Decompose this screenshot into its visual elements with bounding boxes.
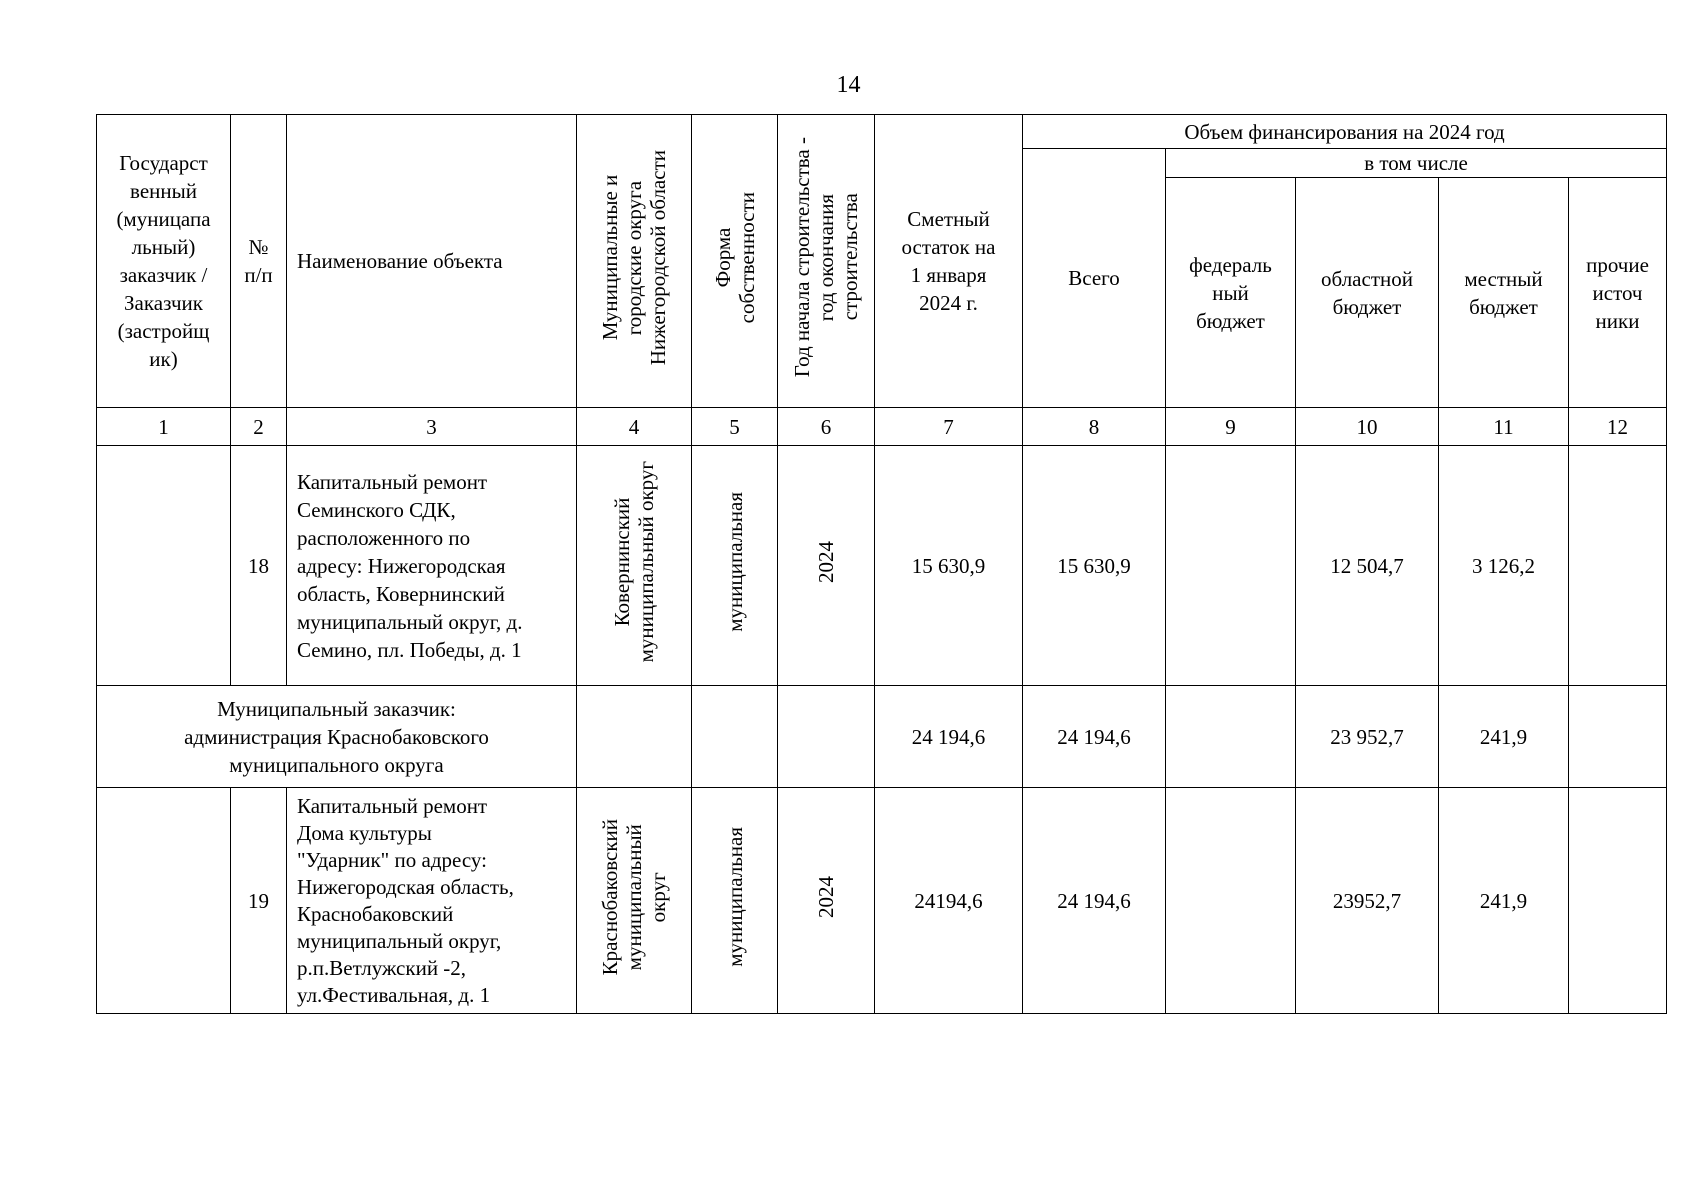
column-number: 7 xyxy=(875,408,1023,446)
header-object-name: Наименование объекта xyxy=(287,115,577,408)
row-estimated: 24194,6 xyxy=(875,788,1023,1014)
header-other: прочие источ ники xyxy=(1569,178,1667,408)
row-federal xyxy=(1166,788,1296,1014)
row-estimated: 15 630,9 xyxy=(875,446,1023,686)
row-other xyxy=(1569,446,1667,686)
column-number: 10 xyxy=(1296,408,1439,446)
row-federal xyxy=(1166,446,1296,686)
header-years-text: Год начала строительства - год окончания строительства xyxy=(790,137,862,378)
customer-row-other xyxy=(1569,686,1667,788)
column-number: 9 xyxy=(1166,408,1296,446)
row-year xyxy=(778,788,875,1014)
row-ownership xyxy=(692,446,778,686)
column-number: 8 xyxy=(1023,408,1166,446)
customer-row-label: Муниципальный заказчик: администрация Краснобаковского муниципального округа xyxy=(97,686,577,788)
header-funding-group: Объем финансирования на 2024 год xyxy=(1023,115,1667,149)
row-district xyxy=(577,788,692,1014)
row-year-text: 2024 xyxy=(814,876,838,918)
row-customer-cell xyxy=(97,788,231,1014)
header-customer: Государст венный (муницапа льный) заказчик / Заказчик (застройщ ик) xyxy=(97,115,231,408)
row-object-name: Капитальный ремонт Семинского СДК, расположенного по адресу: Нижегородская область, Ковернинский муниципальный округ, д. Семино, пл. Победы, д. 1 xyxy=(287,446,577,686)
customer-row-empty xyxy=(692,686,778,788)
row-local: 3 126,2 xyxy=(1439,446,1569,686)
row-ownership xyxy=(692,788,778,1014)
row-district xyxy=(577,446,692,686)
financing-table xyxy=(96,114,1667,1014)
row-district-text: Ковернинский муниципальный округ xyxy=(610,461,658,663)
header-local: местный бюджет xyxy=(1439,178,1569,408)
header-num: № п/п xyxy=(231,115,287,408)
column-number: 6 xyxy=(778,408,875,446)
row-total: 15 630,9 xyxy=(1023,446,1166,686)
column-number: 3 xyxy=(287,408,577,446)
customer-row-empty xyxy=(778,686,875,788)
customer-row-regional: 23 952,7 xyxy=(1296,686,1439,788)
customer-row-empty xyxy=(577,686,692,788)
customer-row-estimated: 24 194,6 xyxy=(875,686,1023,788)
customer-row-local: 241,9 xyxy=(1439,686,1569,788)
row-district-text: Краснобаковский муниципальный округ xyxy=(598,818,670,976)
header-regional: областной бюджет xyxy=(1296,178,1439,408)
table-row xyxy=(97,788,1667,1014)
row-customer-cell xyxy=(97,446,231,686)
header-total: Всего xyxy=(1023,149,1166,408)
header-federal: федераль ный бюджет xyxy=(1166,178,1296,408)
header-estimated: Сметный остаток на 1 января 2024 г. xyxy=(875,115,1023,408)
column-number-row xyxy=(97,408,1667,446)
column-number: 12 xyxy=(1569,408,1667,446)
row-other xyxy=(1569,788,1667,1014)
column-number: 5 xyxy=(692,408,778,446)
header-ownership-text: Форма собственности xyxy=(710,191,759,324)
row-local: 241,9 xyxy=(1439,788,1569,1014)
header-row-1 xyxy=(97,115,1667,149)
row-ownership-text: муниципальная xyxy=(722,492,747,632)
column-number: 2 xyxy=(231,408,287,446)
customer-row-federal xyxy=(1166,686,1296,788)
header-districts xyxy=(577,115,692,408)
customer-row xyxy=(97,686,1667,788)
row-regional: 23952,7 xyxy=(1296,788,1439,1014)
column-number: 11 xyxy=(1439,408,1569,446)
row-regional: 12 504,7 xyxy=(1296,446,1439,686)
customer-row-total: 24 194,6 xyxy=(1023,686,1166,788)
table-row xyxy=(97,446,1667,686)
header-ownership xyxy=(692,115,778,408)
header-including: в том числе xyxy=(1166,149,1667,178)
column-number: 1 xyxy=(97,408,231,446)
column-number: 4 xyxy=(577,408,692,446)
row-ownership-text: муниципальная xyxy=(722,827,747,967)
header-years xyxy=(778,115,875,408)
row-year-text: 2024 xyxy=(814,541,838,583)
row-num: 19 xyxy=(231,788,287,1014)
header-districts-text: Муниципальные и городские округа Нижегородской области xyxy=(598,149,670,366)
row-object-name: Капитальный ремонт Дома культуры "Ударник" по адресу: Нижегородская область, Краснобаковский муниципальный округ, р.п.Ветлужский -2, ул.Фестивальная, д. 1 xyxy=(287,788,577,1014)
page-number: 14 xyxy=(836,72,861,98)
row-total: 24 194,6 xyxy=(1023,788,1166,1014)
row-year xyxy=(778,446,875,686)
row-num: 18 xyxy=(231,446,287,686)
